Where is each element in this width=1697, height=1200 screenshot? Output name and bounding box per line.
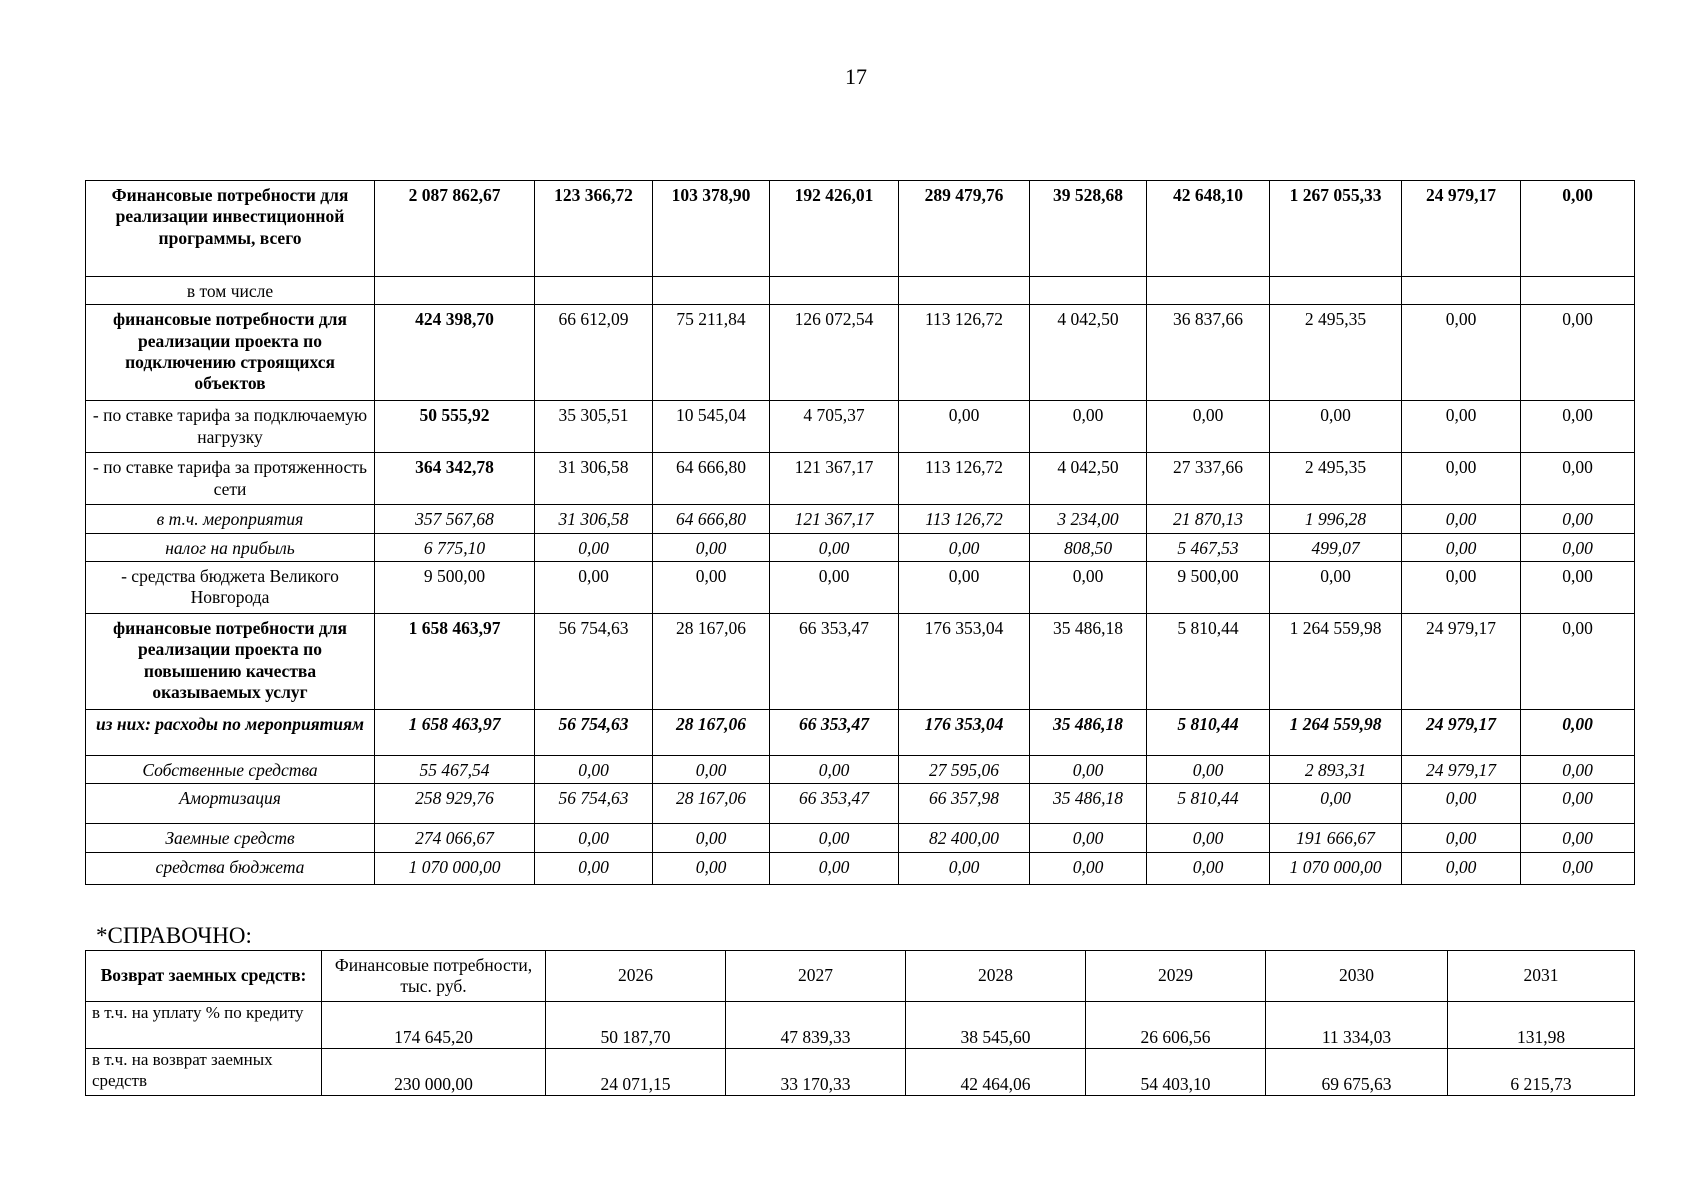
value-cell: 28 167,06	[653, 614, 770, 710]
value-cell: 1 658 463,97	[375, 614, 535, 710]
value-cell: 113 126,72	[899, 305, 1030, 401]
value-cell: 176 353,04	[899, 710, 1030, 756]
row-label: Собственные средства	[86, 756, 375, 784]
value-cell: 0,00	[535, 533, 653, 561]
value-cell: 0,00	[1030, 756, 1147, 784]
row-label: - по ставке тарифа за протяженность сети	[86, 453, 375, 505]
value-cell: 289 479,76	[899, 181, 1030, 277]
value-cell: 54 403,10	[1086, 1049, 1266, 1096]
row-label: из них: расходы по мероприятиям	[86, 710, 375, 756]
value-cell: 0,00	[1270, 401, 1402, 453]
value-cell: 24 979,17	[1402, 756, 1521, 784]
value-cell: 21 870,13	[1147, 505, 1270, 533]
table-row	[86, 305, 1635, 401]
value-cell: 35 486,18	[1030, 614, 1147, 710]
value-cell: 258 929,76	[375, 784, 535, 824]
value-cell: 121 367,17	[770, 505, 899, 533]
value-cell: 4 042,50	[1030, 305, 1147, 401]
value-cell: 0,00	[1521, 453, 1635, 505]
value-cell: 2 495,35	[1270, 305, 1402, 401]
value-cell: 66 353,47	[770, 614, 899, 710]
table-row	[86, 401, 1635, 453]
row-label: средства бюджета	[86, 852, 375, 884]
value-cell	[535, 277, 653, 305]
value-cell: 0,00	[1521, 505, 1635, 533]
value-cell: 174 645,20	[322, 1002, 546, 1049]
value-cell: 28 167,06	[653, 710, 770, 756]
value-cell: 56 754,63	[535, 614, 653, 710]
table-row	[86, 784, 1635, 824]
row-label: финансовые потребности для реализации проекта по подключению строящихся объектов	[86, 305, 375, 401]
value-cell: 0,00	[899, 401, 1030, 453]
row-label: в том числе	[86, 277, 375, 305]
row-label: Амортизация	[86, 784, 375, 824]
row-label: финансовые потребности для реализации проекта по повышению качества оказываемых услуг	[86, 614, 375, 710]
value-cell: 113 126,72	[899, 453, 1030, 505]
value-cell: 0,00	[535, 562, 653, 614]
table-row	[86, 756, 1635, 784]
value-cell: 4 042,50	[1030, 453, 1147, 505]
value-cell: 123 366,72	[535, 181, 653, 277]
value-cell: 5 810,44	[1147, 784, 1270, 824]
row-label: Финансовые потребности для реализации инвестиционной программы, всего	[86, 181, 375, 277]
value-cell: 36 837,66	[1147, 305, 1270, 401]
table-row	[86, 824, 1635, 852]
table-row	[86, 562, 1635, 614]
value-cell: 55 467,54	[375, 756, 535, 784]
header-cell: 2029	[1086, 951, 1266, 1002]
value-cell: 0,00	[770, 852, 899, 884]
row-label: Заемные средств	[86, 824, 375, 852]
value-cell: 126 072,54	[770, 305, 899, 401]
value-cell: 1 070 000,00	[1270, 852, 1402, 884]
header-cell: Финансовые потребности, тыс. руб.	[322, 951, 546, 1002]
value-cell: 24 071,15	[546, 1049, 726, 1096]
value-cell: 191 666,67	[1270, 824, 1402, 852]
table-row	[86, 1049, 1635, 1096]
value-cell: 0,00	[770, 533, 899, 561]
value-cell: 424 398,70	[375, 305, 535, 401]
value-cell: 50 555,92	[375, 401, 535, 453]
value-cell: 0,00	[1402, 453, 1521, 505]
table-row	[86, 852, 1635, 884]
value-cell: 66 357,98	[899, 784, 1030, 824]
value-cell: 0,00	[653, 533, 770, 561]
value-cell: 31 306,58	[535, 453, 653, 505]
value-cell: 82 400,00	[899, 824, 1030, 852]
value-cell: 0,00	[1521, 710, 1635, 756]
table-row	[86, 614, 1635, 710]
value-cell: 26 606,56	[1086, 1002, 1266, 1049]
value-cell: 192 426,01	[770, 181, 899, 277]
value-cell: 0,00	[1402, 401, 1521, 453]
financial-needs-table	[85, 180, 1635, 885]
value-cell: 357 567,68	[375, 505, 535, 533]
value-cell: 0,00	[535, 824, 653, 852]
value-cell: 0,00	[1147, 756, 1270, 784]
value-cell: 27 337,66	[1147, 453, 1270, 505]
value-cell: 3 234,00	[1030, 505, 1147, 533]
value-cell: 50 187,70	[546, 1002, 726, 1049]
value-cell: 0,00	[1402, 784, 1521, 824]
value-cell: 0,00	[1147, 852, 1270, 884]
value-cell: 0,00	[1521, 305, 1635, 401]
value-cell: 0,00	[653, 562, 770, 614]
value-cell	[1402, 277, 1521, 305]
value-cell: 131,98	[1448, 1002, 1635, 1049]
value-cell: 1 267 055,33	[1270, 181, 1402, 277]
row-label: - по ставке тарифа за подключаемую нагрузку	[86, 401, 375, 453]
value-cell: 0,00	[1521, 181, 1635, 277]
value-cell: 0,00	[1402, 305, 1521, 401]
value-cell: 27 595,06	[899, 756, 1030, 784]
row-label: налог на прибыль	[86, 533, 375, 561]
value-cell: 113 126,72	[899, 505, 1030, 533]
header-cell: 2030	[1266, 951, 1448, 1002]
value-cell: 1 996,28	[1270, 505, 1402, 533]
value-cell: 39 528,68	[1030, 181, 1147, 277]
value-cell: 499,07	[1270, 533, 1402, 561]
value-cell: 5 810,44	[1147, 614, 1270, 710]
value-cell: 64 666,80	[653, 505, 770, 533]
value-cell: 2 893,31	[1270, 756, 1402, 784]
table-row	[86, 181, 1635, 277]
value-cell: 0,00	[653, 756, 770, 784]
header-cell: Возврат заемных средств:	[86, 951, 322, 1002]
value-cell: 230 000,00	[322, 1049, 546, 1096]
value-cell: 0,00	[1270, 784, 1402, 824]
value-cell: 0,00	[653, 824, 770, 852]
value-cell: 0,00	[1030, 824, 1147, 852]
value-cell: 0,00	[1030, 562, 1147, 614]
value-cell: 10 545,04	[653, 401, 770, 453]
value-cell: 0,00	[770, 824, 899, 852]
value-cell: 0,00	[1402, 852, 1521, 884]
value-cell: 103 378,90	[653, 181, 770, 277]
value-cell	[1147, 277, 1270, 305]
value-cell: 176 353,04	[899, 614, 1030, 710]
table-row	[86, 533, 1635, 561]
value-cell: 66 612,09	[535, 305, 653, 401]
header-cell: 2026	[546, 951, 726, 1002]
value-cell: 5 810,44	[1147, 710, 1270, 756]
value-cell: 6 775,10	[375, 533, 535, 561]
value-cell: 1 264 559,98	[1270, 614, 1402, 710]
row-label: в т.ч. мероприятия	[86, 505, 375, 533]
value-cell: 9 500,00	[1147, 562, 1270, 614]
value-cell: 42 464,06	[906, 1049, 1086, 1096]
row-label: в т.ч. на уплату % по кредиту	[86, 1002, 322, 1049]
value-cell: 11 334,03	[1266, 1002, 1448, 1049]
value-cell: 0,00	[1521, 784, 1635, 824]
table-row	[86, 505, 1635, 533]
value-cell: 0,00	[1521, 824, 1635, 852]
table-row	[86, 453, 1635, 505]
value-cell: 0,00	[1402, 562, 1521, 614]
value-cell: 121 367,17	[770, 453, 899, 505]
loan-repayment-table	[85, 950, 1635, 1096]
value-cell: 0,00	[1147, 401, 1270, 453]
value-cell: 35 305,51	[535, 401, 653, 453]
value-cell: 1 070 000,00	[375, 852, 535, 884]
value-cell: 33 170,33	[726, 1049, 906, 1096]
value-cell: 0,00	[1270, 562, 1402, 614]
value-cell: 0,00	[899, 533, 1030, 561]
value-cell: 31 306,58	[535, 505, 653, 533]
value-cell: 56 754,63	[535, 784, 653, 824]
value-cell: 35 486,18	[1030, 710, 1147, 756]
value-cell: 42 648,10	[1147, 181, 1270, 277]
value-cell	[1030, 277, 1147, 305]
value-cell: 47 839,33	[726, 1002, 906, 1049]
value-cell: 0,00	[899, 852, 1030, 884]
value-cell	[1270, 277, 1402, 305]
value-cell: 364 342,78	[375, 453, 535, 505]
table-row	[86, 1002, 1635, 1049]
value-cell: 808,50	[1030, 533, 1147, 561]
value-cell: 64 666,80	[653, 453, 770, 505]
value-cell: 56 754,63	[535, 710, 653, 756]
value-cell: 0,00	[1030, 401, 1147, 453]
value-cell: 0,00	[535, 756, 653, 784]
table-row	[86, 277, 1635, 305]
value-cell: 0,00	[1521, 562, 1635, 614]
value-cell: 0,00	[1521, 756, 1635, 784]
value-cell: 38 545,60	[906, 1002, 1086, 1049]
value-cell: 0,00	[770, 562, 899, 614]
value-cell: 5 467,53	[1147, 533, 1270, 561]
value-cell: 0,00	[535, 852, 653, 884]
value-cell	[653, 277, 770, 305]
value-cell: 9 500,00	[375, 562, 535, 614]
value-cell: 0,00	[1402, 533, 1521, 561]
value-cell: 0,00	[1521, 401, 1635, 453]
page-number: 17	[845, 64, 867, 89]
header-cell: 2031	[1448, 951, 1635, 1002]
value-cell: 274 066,67	[375, 824, 535, 852]
value-cell: 2 495,35	[1270, 453, 1402, 505]
value-cell: 1 658 463,97	[375, 710, 535, 756]
value-cell: 0,00	[1521, 533, 1635, 561]
header-cell: 2028	[906, 951, 1086, 1002]
value-cell: 66 353,47	[770, 710, 899, 756]
value-cell	[899, 277, 1030, 305]
table-row	[86, 710, 1635, 756]
value-cell	[375, 277, 535, 305]
value-cell: 0,00	[1402, 505, 1521, 533]
value-cell: 28 167,06	[653, 784, 770, 824]
value-cell: 75 211,84	[653, 305, 770, 401]
value-cell: 1 264 559,98	[1270, 710, 1402, 756]
header-cell: 2027	[726, 951, 906, 1002]
value-cell: 24 979,17	[1402, 710, 1521, 756]
value-cell: 24 979,17	[1402, 181, 1521, 277]
value-cell: 0,00	[770, 756, 899, 784]
value-cell: 24 979,17	[1402, 614, 1521, 710]
value-cell: 0,00	[1521, 852, 1635, 884]
value-cell: 69 675,63	[1266, 1049, 1448, 1096]
value-cell: 0,00	[899, 562, 1030, 614]
reference-header-row	[86, 951, 1635, 1002]
value-cell: 0,00	[1030, 852, 1147, 884]
row-label: - средства бюджета Великого Новгорода	[86, 562, 375, 614]
value-cell: 6 215,73	[1448, 1049, 1635, 1096]
value-cell: 4 705,37	[770, 401, 899, 453]
value-cell	[770, 277, 899, 305]
value-cell: 0,00	[1402, 824, 1521, 852]
row-label: в т.ч. на возврат заемных средств	[86, 1049, 322, 1096]
value-cell: 0,00	[1521, 614, 1635, 710]
value-cell: 2 087 862,67	[375, 181, 535, 277]
reference-title: *СПРАВОЧНО:	[96, 923, 252, 948]
value-cell: 0,00	[653, 852, 770, 884]
value-cell	[1521, 277, 1635, 305]
value-cell: 0,00	[1147, 824, 1270, 852]
value-cell: 35 486,18	[1030, 784, 1147, 824]
value-cell: 66 353,47	[770, 784, 899, 824]
